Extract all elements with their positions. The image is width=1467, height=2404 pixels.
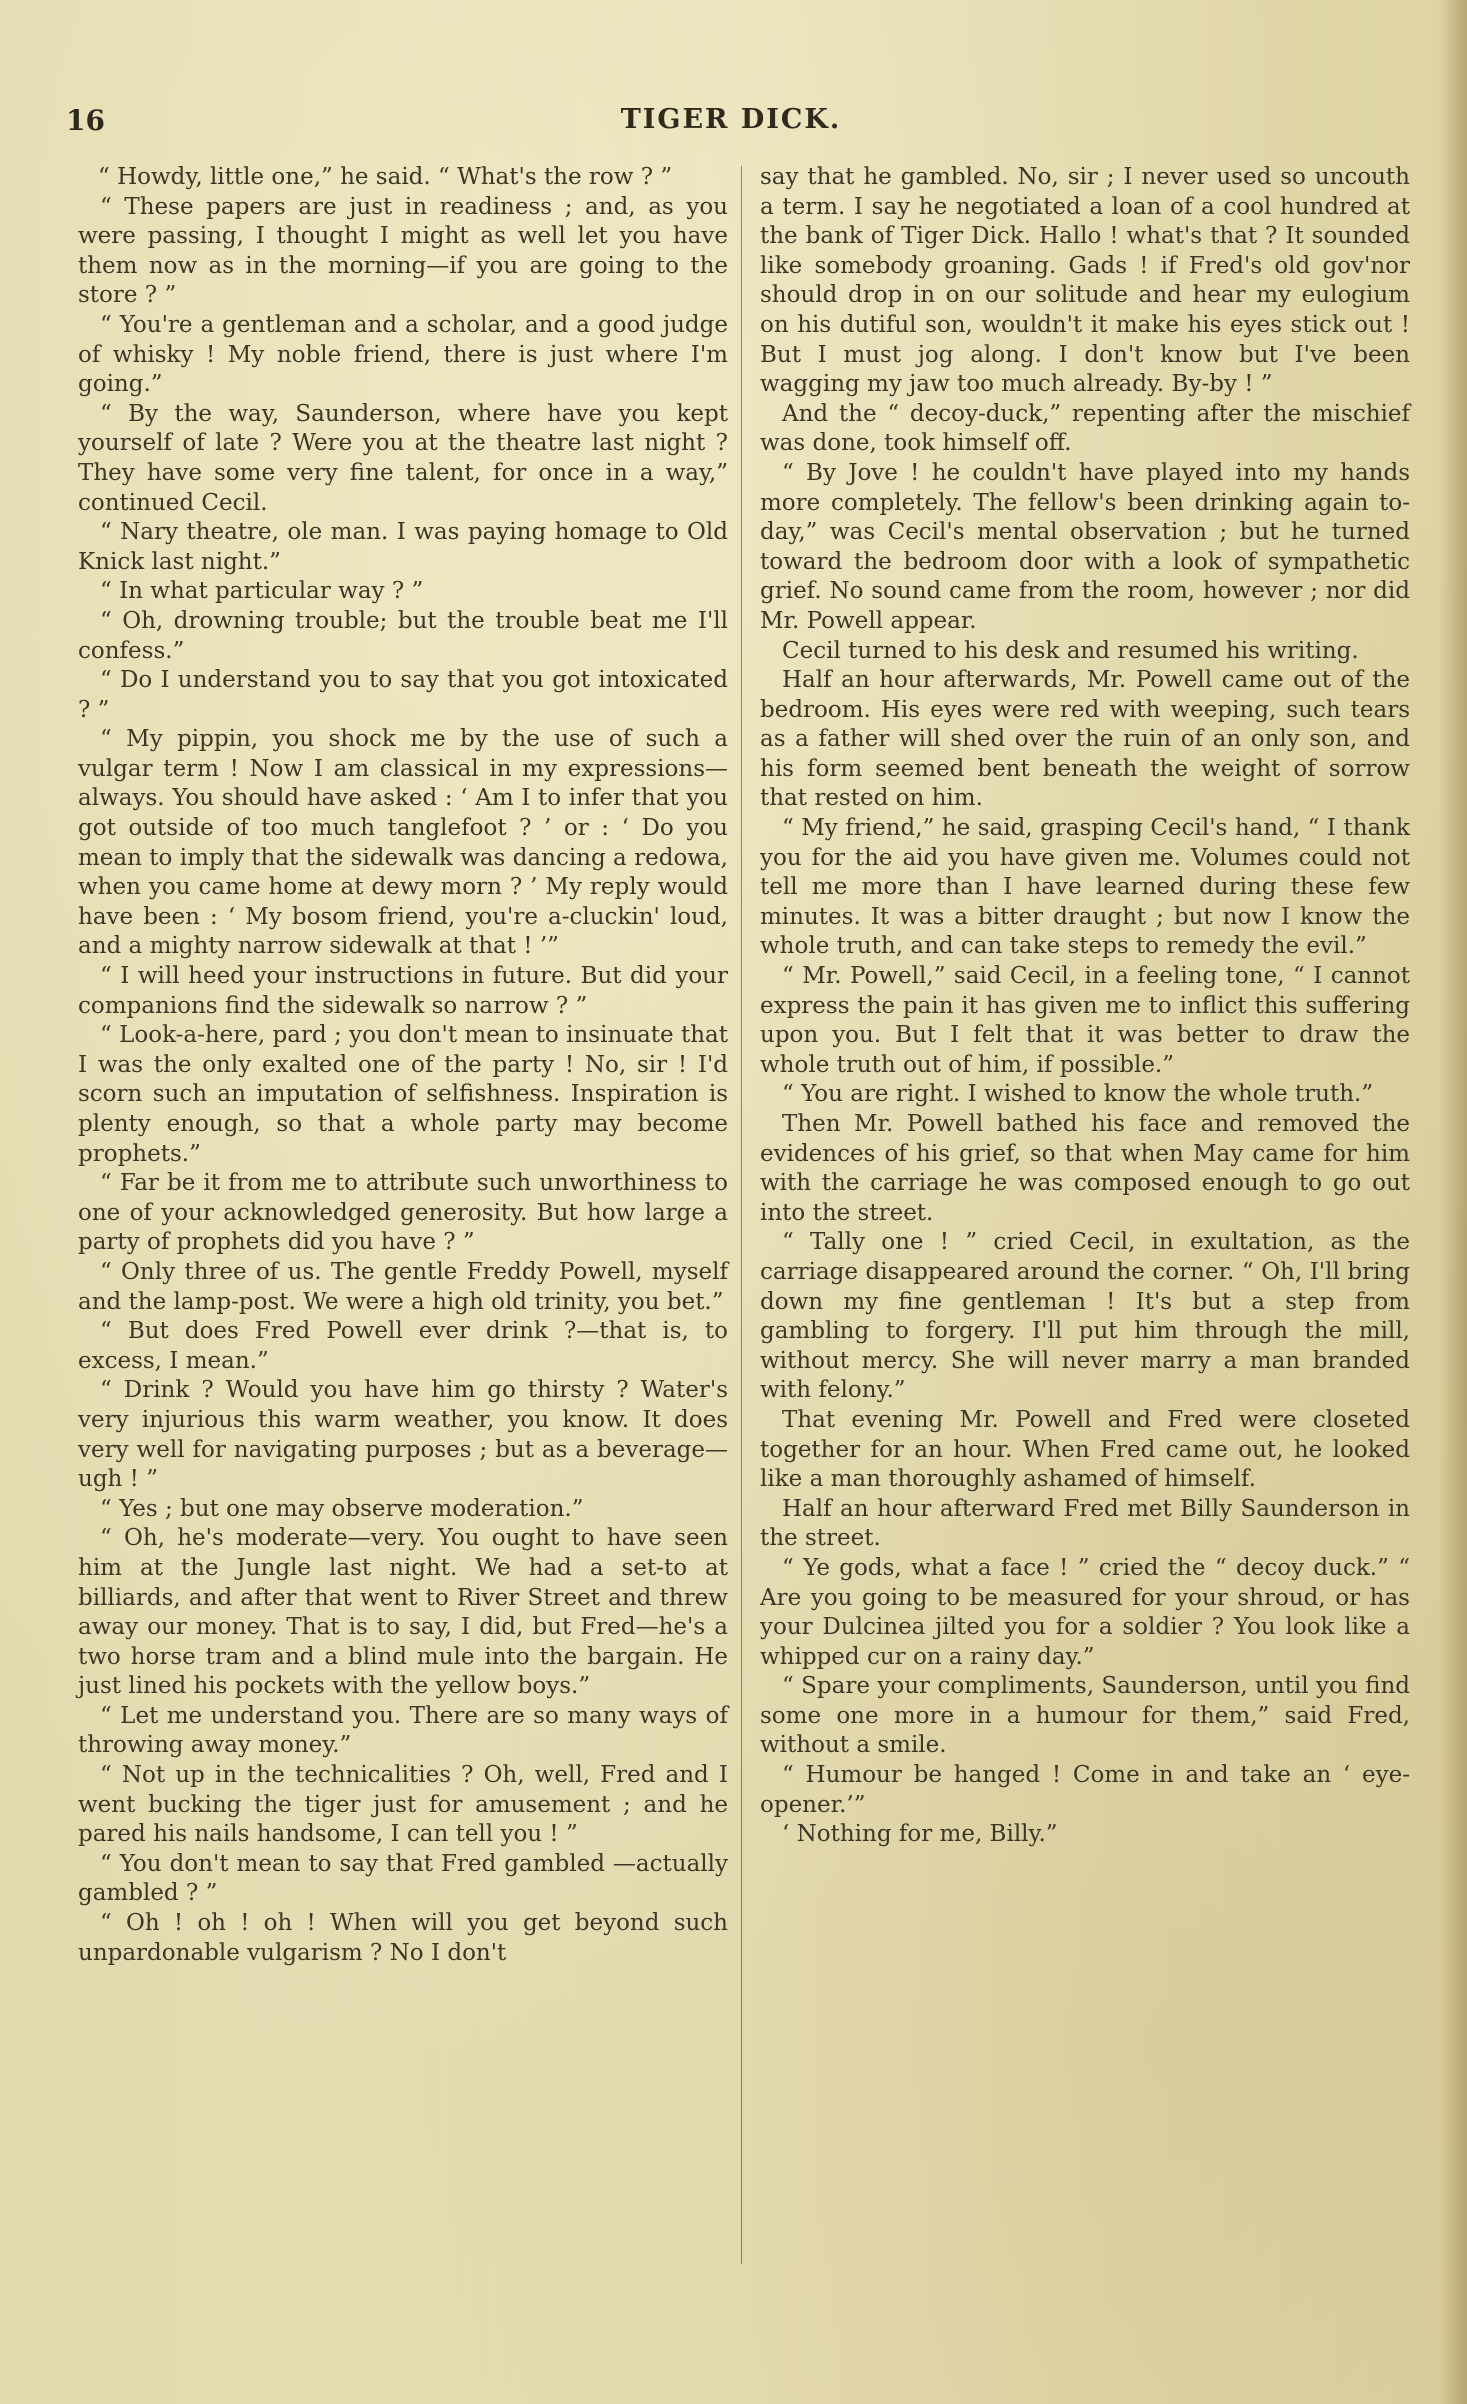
paragraph: “ Spare your compliments, Saunderson, until you find some one more in a humour for them,” said Fred, without a smile. bbox=[760, 1673, 1410, 1759]
paragraph: “ Yes ; but one may observe moderation.” bbox=[100, 1495, 584, 1522]
paragraph: “ Oh ! oh ! oh ! When will you get beyond such unpardonable vulgarism ? No I don't bbox=[78, 1910, 728, 1966]
paragraph: “ You are right. I wished to know the whole truth.” bbox=[782, 1081, 1374, 1108]
page-edge-shadow bbox=[1439, 0, 1467, 2404]
paragraph: “ Nary theatre, ole man. I was paying homage to Old Knick last night.” bbox=[78, 519, 728, 575]
paragraph: “ Only three of us. The gentle Freddy Powell, myself and the lamp-post. We were a high old trinity, you bet.” bbox=[78, 1258, 728, 1315]
paragraph: “ In what particular way ? ” bbox=[100, 578, 424, 605]
paragraph: “ My pippin, you shock me by the use of such a vulgar term ! Now I am classical in my expressions—always. You should have asked : ‘ Am I to infer that you got outside of too much tanglefoot ? ’ or : ‘ Do you mean to imply that the sidewalk was dancing a redowa, when you came home at dewy morn ? ’ My reply would have been : ‘ My bosom friend, you're a-cluckin' loud, and a mighty narrow sidewalk at that ! ’” bbox=[78, 726, 728, 960]
paragraph: “ Howdy, little one,” he said. “ What's the row ? ” bbox=[98, 164, 673, 190]
paragraph: Cecil turned to his desk and resumed his writing. bbox=[782, 637, 1359, 664]
paragraph: “ Not up in the technicalities ? Oh, well, Fred and I went bucking the tiger just for amusement ; and he pared his nails handsome, I can tell you ! ” bbox=[78, 1762, 728, 1848]
paragraph: “ But does Fred Powell ever drink ?—that is, to excess, I mean.” bbox=[78, 1318, 728, 1374]
paragraph: “ Do I understand you to say that you got intoxicated ? ” bbox=[78, 667, 728, 723]
paragraph: “ Oh, drowning trouble; but the trouble beat me I'll confess.” bbox=[78, 607, 728, 664]
paragraph: Then Mr. Powell bathed his face and removed the evidences of his grief, so that when May came for him with the carriage he was composed enough to go out into the street. bbox=[760, 1111, 1410, 1226]
column-divider bbox=[741, 166, 742, 2264]
paragraph: That evening Mr. Powell and Fred were closeted together for an hour. When Fred came out, he looked like a man thoroughly ashamed of himself. bbox=[760, 1406, 1410, 1493]
paragraph-continuation: say that he gambled. No, sir ; I never used so uncouth a term. I say he negotiated a loan of a cool hundred at the bank of Tiger Dick. Hallo ! what's that ? It sounded like somebody groaning. Gads ! if Fred's old gov'nor should drop in on our solitude and hear my eulogium on his dutiful son, wouldn't it make his eyes stick out ! But I must jog along. I don't know but I've been wagging my jaw too much already. By-by ! ” bbox=[760, 164, 1410, 398]
paragraph: And the “ decoy-duck,” repenting after the mischief was done, took himself off. bbox=[760, 400, 1410, 457]
paragraph: “ I will heed your instructions in future. But did your companions find the sidewalk so narrow ? ” bbox=[78, 963, 728, 1019]
paragraph: “ Humour be hanged ! Come in and take an ‘ eye-opener.’” bbox=[760, 1762, 1410, 1818]
paragraph: Half an hour afterward Fred met Billy Saunderson in the street. bbox=[760, 1495, 1410, 1552]
paragraph: “ Mr. Powell,” said Cecil, in a feeling tone, “ I cannot express the pain it has given me to inflict this suffering upon you. But I felt that it was better to draw the whole truth out of him, if possible.” bbox=[760, 963, 1410, 1078]
right-column bbox=[760, 163, 1410, 1850]
paragraph: “ By the way, Saunderson, where have you kept yourself of late ? Were you at the theatre last night ? They have some very fine talent, for once in a way,” continued Cecil. bbox=[78, 400, 728, 516]
paragraph: “ Tally one ! ” cried Cecil, in exultation, as the carriage disappeared around the corner. “ Oh, I'll bring down my fine gentleman ! It's but a step from gambling to forgery. I'll put him through the mill, without mercy. She will never marry a man branded with felony.” bbox=[760, 1229, 1410, 1404]
paragraph: “ Look-a-here, pard ; you don't mean to insinuate that I was the only exalted one of the party ! No, sir ! I'd scorn such an imputation of selfishness. Inspiration is plenty enough, so that a whole party may become prophets.” bbox=[78, 1022, 728, 1167]
paragraph: “ You're a gentleman and a scholar, and a good judge of whisky ! My noble friend, there is just where I'm going.” bbox=[78, 311, 728, 398]
paragraph: “ By Jove ! he couldn't have played into my hands more completely. The fellow's been drinking again to-day,” was Cecil's mental observation ; but he turned toward the bedroom door with a look of sympathetic grief. No sound came from the room, however ; nor did Mr. Powell appear. bbox=[760, 459, 1410, 634]
paragraph: ‘ Nothing for me, Billy.” bbox=[782, 1821, 1058, 1848]
paragraph: “ Drink ? Would you have him go thirsty ? Water's very injurious this warm weather, you know. It does very well for navigating purposes ; but as a beverage—ugh ! ” bbox=[78, 1377, 728, 1493]
paragraph: “ Oh, he's moderate—very. You ought to have seen him at the Jungle last night. We had a set-to at billiards, and after that went to River Street and threw away our money. That is to say, I did, but Fred—he's a two horse tram and a blind mule into the bargain. He just lined his pockets with the yellow boys.” bbox=[78, 1525, 728, 1700]
paragraph: “ Let me understand you. There are so many ways of throwing away money.” bbox=[78, 1702, 728, 1759]
left-column bbox=[78, 163, 728, 1968]
page-number: 16 bbox=[66, 104, 105, 137]
paragraph: “ These papers are just in readiness ; and, as you were passing, I thought I might as well let you have them now as in the morning—if you are going to the store ? ” bbox=[78, 193, 728, 309]
paragraph: Half an hour afterwards, Mr. Powell came out of the bedroom. His eyes were red with weeping, such tears as a father will shed over the ruin of an only son, and his form seemed bent beneath the weight of sorrow that rested on him. bbox=[760, 667, 1410, 812]
paragraph: “ You don't mean to say that Fred gambled —actually gambled ? ” bbox=[78, 1850, 728, 1907]
page-header bbox=[66, 104, 1396, 144]
running-title: TIGER DICK. bbox=[620, 104, 842, 135]
paragraph: “ Ye gods, what a face ! ” cried the “ decoy duck.” “ Are you going to be measured for your shroud, or has your Dulcinea jilted you for a soldier ? You look like a whipped cur on a rainy day.” bbox=[760, 1554, 1410, 1670]
paragraph: “ Far be it from me to attribute such unworthiness to one of your acknowledged generosity. But how large a party of prophets did you have ? ” bbox=[78, 1170, 728, 1256]
paragraph: “ My friend,” he said, grasping Cecil's hand, “ I thank you for the aid you have given me. Volumes could not tell me more than I have learned during these few minutes. It was a bitter draught ; but now I know the whole truth, and can take steps to remedy the evil.” bbox=[760, 815, 1410, 960]
